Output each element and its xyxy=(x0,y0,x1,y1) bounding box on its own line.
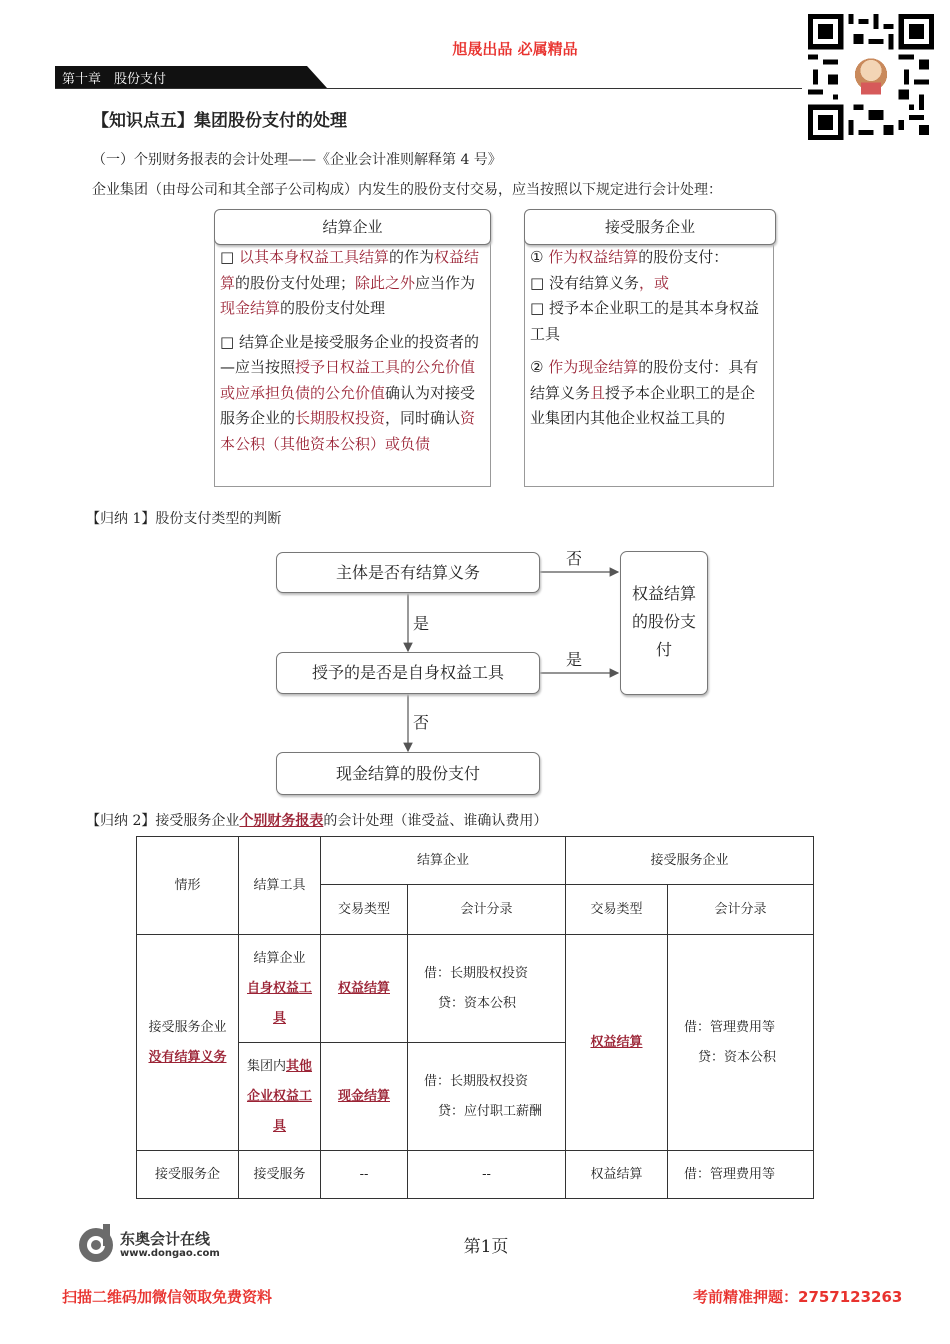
logo-url: www.dongao.com xyxy=(120,1248,220,1259)
receiver-card-title: 接受服务企业 xyxy=(524,209,776,245)
intro-paragraph: 企业集团（由母公司和其全部子公司构成）内发生的股份支付交易，应当按照以下规定进行会计处理： xyxy=(92,182,722,198)
header-settlement-entity: 结算企业 xyxy=(321,837,566,885)
cell-row2-tool: 接受服务 xyxy=(239,1151,321,1199)
header-slogan: 旭晟出品 必属精品 xyxy=(452,40,578,58)
header-receiving-entity: 接受服务企业 xyxy=(566,837,814,885)
receiver-rule-1b: □ 授予本企业职工的是其本身权益工具 xyxy=(530,299,759,343)
logo-name: 东奥会计在线 xyxy=(120,1230,211,1248)
flow-question-own-equity: 授予的是否是自身权益工具 xyxy=(276,652,540,694)
cell-recv-equity-settled: 权益结算 xyxy=(566,935,668,1151)
summary-1-title: 【归纳 1】股份支付类型的判断 xyxy=(86,511,282,527)
flow-question-settlement-obligation: 主体是否有结算义务 xyxy=(276,552,540,593)
cell-entry-cash: 借：长期股权投资 贷：应付职工薪酬 xyxy=(408,1043,566,1151)
receiver-rule-1a: □ 没有结算义务，或 xyxy=(530,273,669,292)
footer-left-note: 扫描二维码加微信领取免费资料 xyxy=(62,1288,273,1306)
cell-recv-entry: 借：管理费用等 贷：资本公积 xyxy=(668,935,814,1151)
settlement-rule-1: □ 以其本身权益工具结算的作为权益结算的股份支付处理；除此之外应当作为现金结算的股份支付处理 xyxy=(220,248,479,317)
cell-cash-settled: 现金结算 xyxy=(321,1043,408,1151)
flow-label-no-1: 否 xyxy=(566,549,583,568)
header-situation: 情形 xyxy=(137,837,239,935)
flow-result-cash: 现金结算的股份支付 xyxy=(276,752,540,795)
cell-row2-situation: 接受服务企 xyxy=(137,1151,239,1199)
cell-group-equity-tool: 集团内其他企业权益工具 xyxy=(239,1043,321,1151)
accounting-table xyxy=(136,836,814,1199)
page-number: 第1页 xyxy=(463,1237,509,1257)
section-title: 【知识点五】集团股份支付的处理 xyxy=(92,111,347,131)
sub-heading: （一）个别财务报表的会计处理——《企业会计准则解释第 4 号》 xyxy=(92,152,502,168)
header-entry: 会计分录 xyxy=(408,885,566,935)
cell-row2-entry: -- xyxy=(408,1151,566,1199)
footer-right-note: 考前精准押题：2757123263 xyxy=(693,1288,903,1306)
chapter-label: 第十章 股份支付 xyxy=(62,72,167,87)
header-type: 交易类型 xyxy=(566,885,668,935)
settlement-rule-2: □ 结算企业是接受服务企业的投资者的—应当按照授予日权益工具的公允价值或应承担负债的公允价值确认为对接受服务企业的长期股权投资，同时确认资本公积（其他资本公积）或负债 xyxy=(220,332,479,453)
flow-label-yes-1: 是 xyxy=(413,614,430,633)
receiver-rule-1: ① 作为权益结算的股份支付： xyxy=(530,248,729,266)
header-type: 交易类型 xyxy=(321,885,408,935)
cell-own-equity-tool: 结算企业 自身权益工具 xyxy=(239,935,321,1043)
summary-2-title: 【归纳 2】接受服务企业个别财务报表的会计处理（谁受益、谁确认费用） xyxy=(86,813,548,829)
flow-result-equity: 权益结算的股份支付 xyxy=(620,551,708,695)
cell-row2-recv-entry: 借：管理费用等 xyxy=(668,1151,814,1199)
flow-label-no-2: 否 xyxy=(413,713,430,732)
cell-equity-settled: 权益结算 xyxy=(321,935,408,1043)
receiver-rule-2: ② 作为现金结算的股份支付：具有结算义务且授予本企业职工的是企业集团内其他企业权益工具的 xyxy=(530,358,759,427)
header-tool: 结算工具 xyxy=(239,837,321,935)
cell-row2-recv-type: 权益结算 xyxy=(566,1151,668,1199)
cell-no-obligation: 接受服务企业没有结算义务 xyxy=(137,935,239,1151)
flow-label-yes-2: 是 xyxy=(566,650,583,669)
settlement-card-title: 结算企业 xyxy=(214,209,491,245)
header-entry: 会计分录 xyxy=(668,885,814,935)
cell-entry-equity: 借：长期股权投资 贷：资本公积 xyxy=(408,935,566,1043)
cell-row2-type: -- xyxy=(321,1151,408,1199)
